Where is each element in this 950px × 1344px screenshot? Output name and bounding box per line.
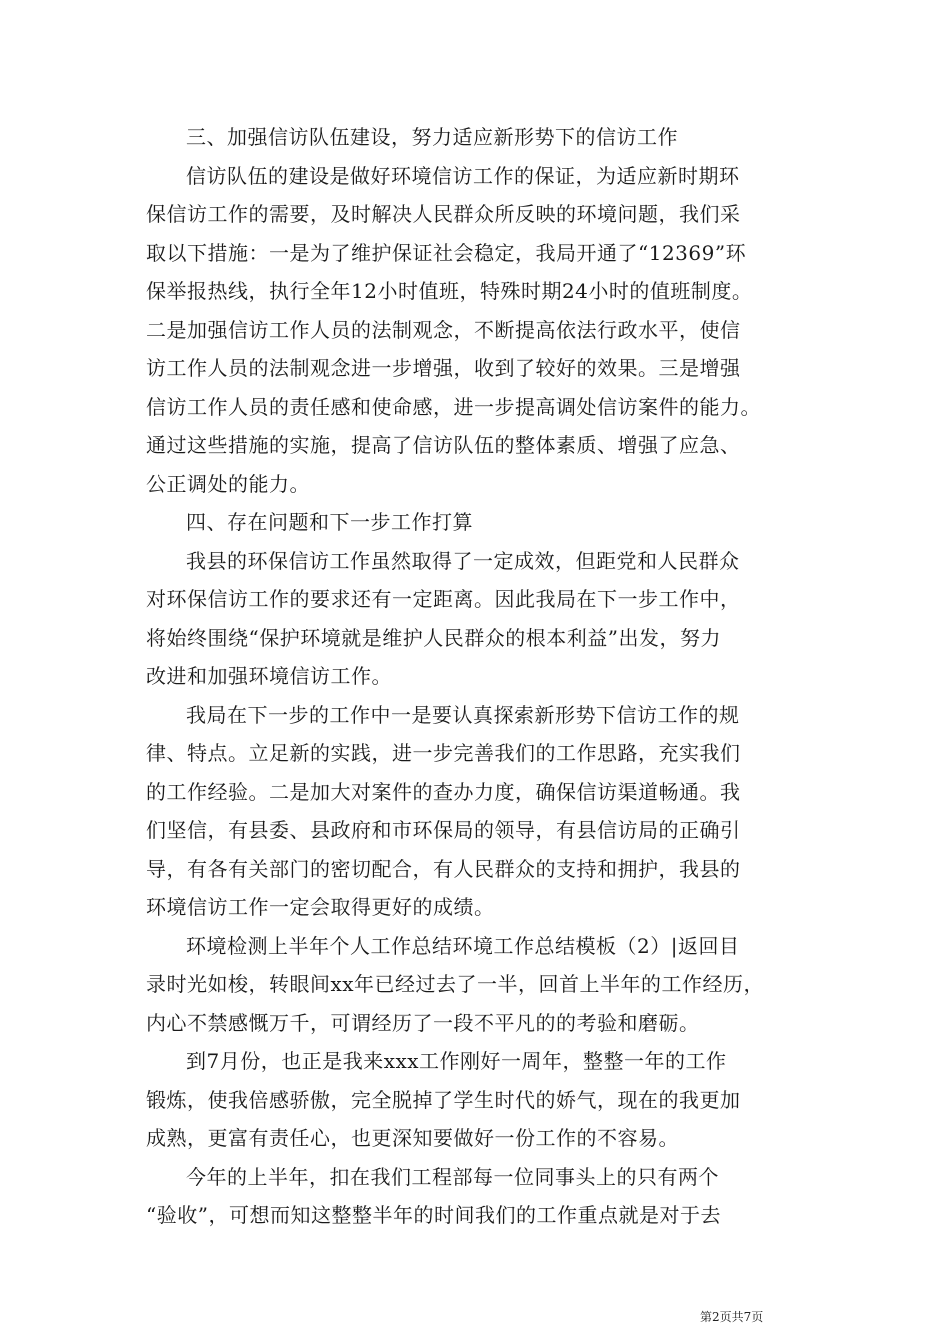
text-line: 律、特点。立足新的实践，进一步完善我们的工作思路，充实我们 [146,741,741,765]
text-line: 录时光如梭，转眼间xx年已经过去了一半，回首上半年的工作经历， [146,972,765,996]
document-body [146,118,826,1235]
text-line: “验收”，可想而知这整整半年的时间我们的工作重点就是对于去 [146,1203,721,1227]
section-heading: 四、存在问题和下一步工作打算 [186,510,473,534]
text-line: 今年的上半年，扣在我们工程部每一位同事头上的只有两个 [186,1164,719,1189]
text-line: 取以下措施：一是为了维护保证社会稳定，我局开通了“12369”环 [146,240,747,265]
text-line: 我局在下一步的工作中一是要认真探索新形势下信访工作的规 [186,702,740,727]
text-line: 们坚信，有县委、县政府和市环保局的领导，有县信访局的正确引 [146,818,741,842]
text-line: 保举报热线，执行全年12小时值班，特殊时期24小时的值班制度。 [146,279,753,303]
text-line: 将始终围绕“保护环境就是维护人民群众的根本利益”出发，努力 [146,625,721,650]
text-line: 的工作经验。二是加大对案件的查办力度，确保信访渠道畅通。我 [146,779,741,804]
text-line: 导，有各有关部门的密切配合，有人民群众的支持和拥护，我县的 [146,856,741,881]
section-heading: 三、加强信访队伍建设，努力适应新形势下的信访工作 [186,125,678,149]
text-line: 到7月份，也正是我来xxx工作刚好一周年，整整一年的工作 [186,1049,727,1073]
text-line: 信访队伍的建设是做好环境信访工作的保证，为适应新时期环 [186,163,740,188]
text-line: 信访工作人员的责任感和使命感，进一步提高调处信访案件的能力。 [146,394,761,419]
text-line: 访工作人员的法制观念进一步增强，收到了较好的效果。三是增强 [146,356,741,380]
text-line: 内心不禁感慨万千，可谓经历了一段不平凡的的考验和磨砺。 [146,1010,700,1035]
text-line: 成熟，更富有责任心，也更深知要做好一份工作的不容易。 [146,1126,679,1150]
text-line: 我县的环保信访工作虽然取得了一定成效，但距党和人民群众 [186,548,740,573]
text-line: 对环保信访工作的要求还有一定距离。因此我局在下一步工作中， [146,587,741,611]
text-line: 环境信访工作一定会取得更好的成绩。 [146,895,495,919]
text-line: 通过这些措施的实施，提高了信访队伍的整体素质、增强了应急、 [146,433,741,457]
text-line: 环境检测上半年个人工作总结环境工作总结模板（2）|返回目 [186,933,740,958]
text-line: 锻炼，使我倍感骄傲，完全脱掉了学生时代的娇气，现在的我更加 [146,1087,741,1112]
text-line: 公正调处的能力。 [146,471,310,496]
text-line: 改进和加强环境信访工作。 [146,664,392,688]
text-line: 保信访工作的需要，及时解决人民群众所反映的环境问题，我们采 [146,202,741,226]
text-line: 二是加强信访工作人员的法制观念，不断提高依法行政水平，使信 [146,317,741,342]
page-number-footer: 第2页共7页 [700,1310,764,1324]
